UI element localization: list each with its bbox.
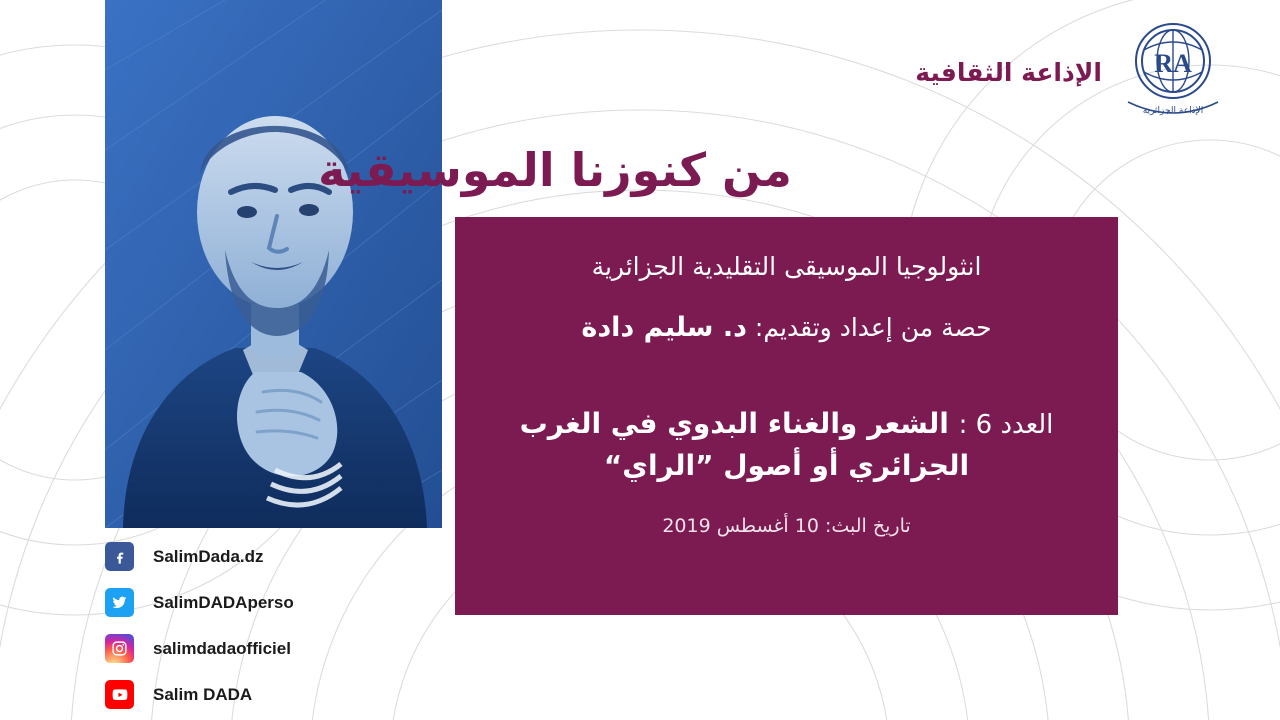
facebook-icon[interactable] — [105, 542, 134, 571]
youtube-icon[interactable] — [105, 680, 134, 709]
portrait-salim-dada — [105, 0, 442, 528]
airdate: تاريخ البث: 10 أغسطس 2019 — [662, 514, 911, 537]
social-handle: SalimDADAperso — [153, 592, 294, 612]
social-handle: salimdadaofficiel — [153, 638, 291, 658]
list-item[interactable] — [105, 628, 445, 669]
twitter-icon[interactable] — [105, 588, 134, 617]
presenter-name: د. سليم دادة — [581, 311, 747, 343]
social-links — [105, 536, 445, 720]
page-title-text: من كنوزنا الموسيقية — [318, 143, 792, 197]
radio-algerienne-logo — [1114, 14, 1232, 118]
station-name: الإذاعة الثقافية — [915, 58, 1102, 87]
svg-text:الإذاعة الجزائرية: الإذاعة الجزائرية — [1142, 106, 1204, 116]
list-item[interactable] — [105, 674, 445, 715]
page-title — [0, 143, 1280, 197]
episode-title-line2: الجزائري أو أصول ”الراي“ — [603, 448, 970, 482]
instagram-icon[interactable] — [105, 634, 134, 663]
episode-title-line1: الشعر والغناء البدوي في الغرب — [519, 406, 949, 440]
program-info-box — [455, 217, 1118, 615]
list-item[interactable] — [105, 582, 445, 623]
program-presenter — [483, 310, 1090, 345]
portrait-panel — [105, 0, 442, 528]
presenter-prefix: حصة من إعداد وتقديم: — [754, 312, 992, 342]
episode-block — [483, 403, 1090, 487]
social-handle: SalimDada.dz — [153, 546, 264, 566]
svg-text:RA: RA — [1154, 49, 1192, 78]
list-item[interactable] — [105, 536, 445, 577]
social-handle: Salim DADA — [153, 684, 253, 704]
episode-label: العدد 6 : — [958, 409, 1054, 440]
program-subtitle: انثولوجيا الموسيقى التقليدية الجزائرية — [591, 252, 982, 281]
